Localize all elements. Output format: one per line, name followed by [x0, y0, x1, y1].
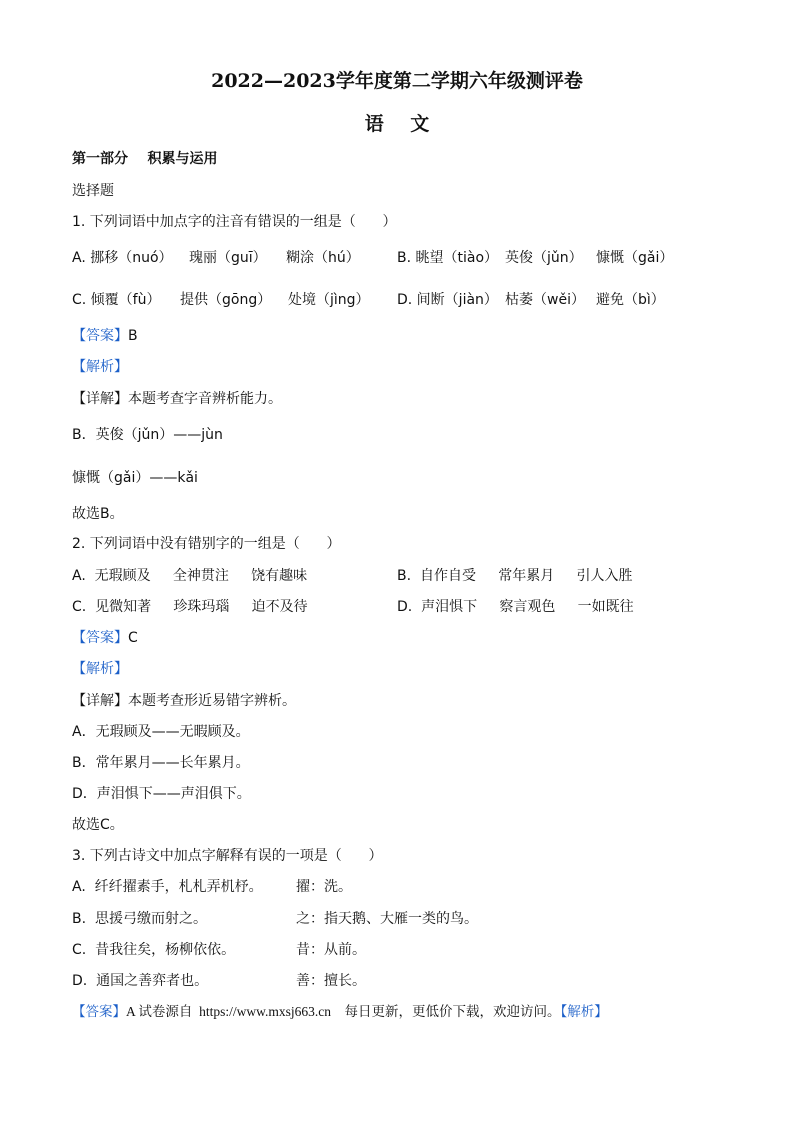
q2-option-a: A. 无瑕顾及 全神贯注 饶有趣味 [72, 568, 308, 584]
q2-analysis-tag: 【解析】 [72, 661, 128, 677]
q1-analysis-line-1: B．英俊（jǔn）——jùn [72, 427, 223, 443]
page-title: 2022—2023学年度第二学期六年级测评卷 [211, 70, 583, 92]
q3-option-c: C. 昔我往矣，杨柳依依。 [72, 942, 236, 958]
q1-option-d-word3: 避免（bì） [596, 292, 665, 308]
q3-stem: 3. 下列古诗文中加点字解释有误的一项是（ ） [72, 848, 383, 864]
q1-analysis-tag: 【解析】 [72, 359, 128, 375]
q1-analysis-line-2: 慷慨（gǎi）——kǎi [72, 470, 198, 486]
answer-tag: 【答案】 [72, 630, 128, 646]
q2-analysis-line-1: A．无瑕顾及——无暇顾及。 [72, 724, 250, 740]
footer-line [72, 1005, 608, 1020]
q2-stem: 2. 下列词语中没有错别字的一组是（ ） [72, 536, 341, 552]
section-title: 第一部分 积累与运用 [72, 151, 218, 167]
footer-answer-tag: 【答案】 [72, 1004, 126, 1020]
q1-option-a-word1: A. 挪移（nuó） [72, 250, 173, 266]
q2-analysis-line-3: D．声泪惧下——声泪俱下。 [72, 786, 251, 802]
footer-analysis-tag: 【解析】 [560, 1004, 608, 1020]
q2-analysis-line-2: B．常年累月——长年累月。 [72, 755, 250, 771]
detail-tag: 【详解】 [72, 391, 128, 407]
q2-conclusion: 故选C。 [72, 817, 124, 833]
q2-option-d: D. 声泪惧下 察言观色 一如既往 [397, 599, 634, 615]
q1-option-d-word2: 枯萎（wěi） [505, 292, 585, 308]
q1-answer [72, 329, 138, 343]
q1-option-a-word2: 瑰丽（guī） [189, 250, 267, 266]
q2-option-b: B. 自作自受 常年累月 引人入胜 [397, 568, 633, 584]
q1-option-a-word3: 糊涂（hú） [286, 250, 360, 266]
q3-option-b-explanation: 之：指天鹅、大雁一类的鸟。 [296, 911, 478, 927]
q1-option-b-word2: 英俊（jǔn） [505, 250, 583, 266]
q1-option-b-word1: B. 眺望（tiào） [397, 250, 499, 266]
answer-tag: 【答案】 [72, 328, 128, 344]
detail-text: 本题考查形近易错字辨析。 [128, 693, 296, 709]
q1-detail [72, 392, 282, 406]
q1-option-c-word1: C. 倾覆（fù） [72, 292, 161, 308]
q1-option-b-word3: 慷慨（gǎi） [596, 250, 674, 266]
q3-option-c-explanation: 昔：从前。 [296, 942, 366, 958]
answer-value: B [128, 328, 138, 344]
detail-text: 本题考查字音辨析能力。 [128, 391, 282, 407]
q2-detail [72, 694, 296, 708]
section-subtitle: 选择题 [72, 183, 114, 199]
footer-text[interactable]: A 试卷源自 https://www.mxsj663.cn 每日更新，更低价下载，欢迎访问。 [126, 1004, 561, 1019]
detail-tag: 【详解】 [72, 693, 128, 709]
q3-option-b: B. 思援弓缴而射之。 [72, 911, 207, 927]
q1-option-d-word1: D. 间断（jiàn） [397, 292, 498, 308]
q1-stem: 1. 下列词语中加点字的注音有错误的一组是（ ） [72, 214, 397, 230]
subject-title: 语 文 [364, 113, 430, 135]
q3-option-a-explanation: 擢：洗。 [296, 879, 352, 895]
q2-answer [72, 631, 138, 645]
answer-value: C [128, 630, 138, 646]
q1-option-c-word3: 处境（jìng） [288, 292, 370, 308]
q2-option-c: C. 见微知著 珍珠玛瑙 迫不及待 [72, 599, 308, 615]
q3-option-d: D. 通国之善弈者也。 [72, 973, 209, 989]
q3-option-d-explanation: 善：擅长。 [296, 973, 366, 989]
q3-option-a: A. 纤纤擢素手，札札弄机杼。 [72, 879, 263, 895]
q1-option-c-word2: 提供（gōng） [180, 292, 272, 308]
q1-conclusion: 故选B。 [72, 506, 124, 522]
